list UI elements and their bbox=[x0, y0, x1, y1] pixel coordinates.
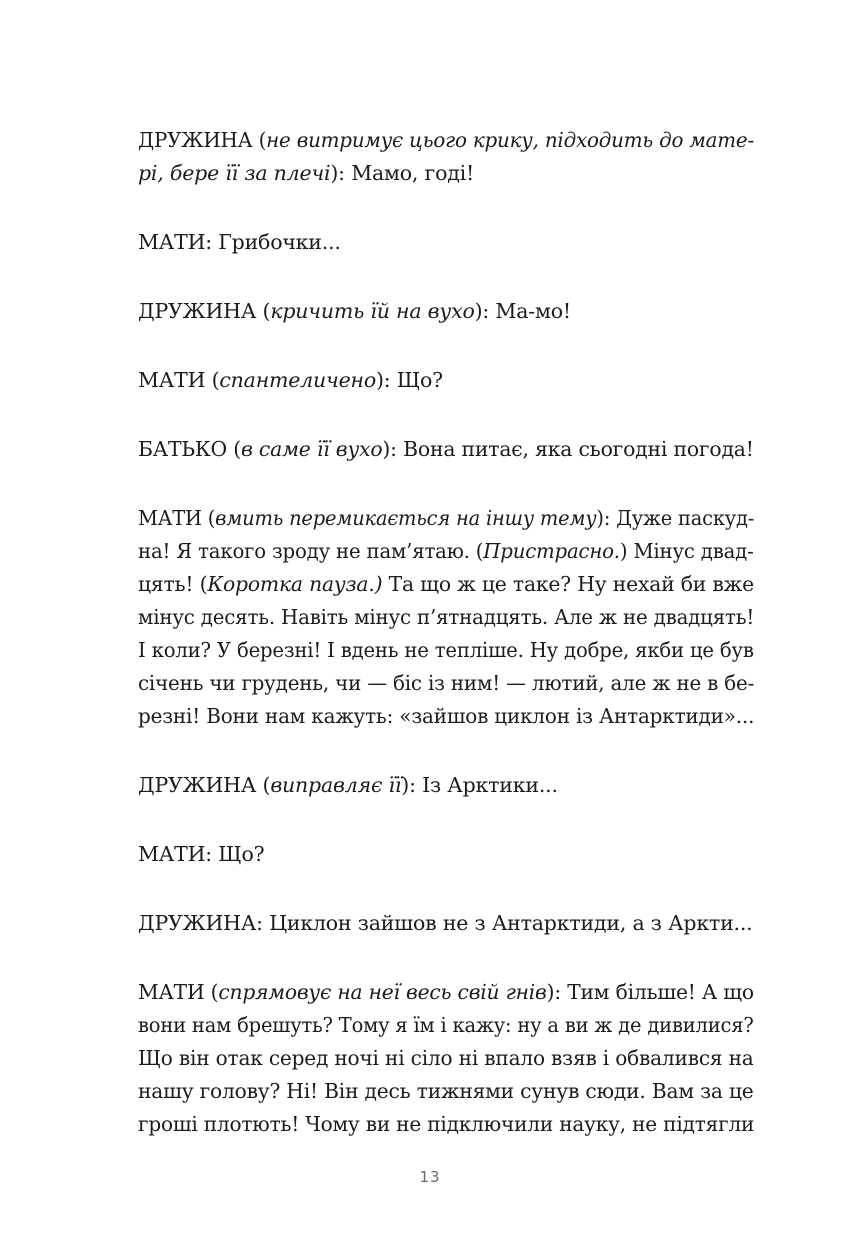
text-line bbox=[138, 601, 754, 634]
dialogue-text: на! Я такого зроду не пам’ятаю. ( bbox=[138, 539, 484, 563]
dialogue-paragraph bbox=[138, 976, 754, 1141]
stage-direction: в саме її вухо bbox=[240, 437, 383, 461]
page-number: 13 bbox=[419, 1168, 441, 1186]
dialogue-text: ): Із Арктики... bbox=[401, 773, 558, 797]
dialogue-paragraph bbox=[138, 433, 754, 466]
dialogue-text: січень чи грудень, чи — біс із ним! — лютий, але ж не в бе- bbox=[138, 671, 755, 695]
dialogue-text: вони нам брешуть? Тому я їм і кажу: ну а ви ж де дивилися? bbox=[138, 1013, 754, 1037]
dialogue-text: І коли? У березні! І вдень не тепліше. Ну добре, якби це був bbox=[138, 638, 754, 662]
text-line bbox=[138, 364, 754, 397]
text-line bbox=[138, 667, 754, 700]
text-line bbox=[138, 502, 754, 535]
dialogue-paragraph bbox=[138, 226, 754, 259]
stage-direction: спрямовує на неї весь свій гнів bbox=[218, 980, 547, 1004]
text-line bbox=[138, 1108, 754, 1141]
dialogue-text: ): Ма-мо! bbox=[474, 299, 571, 323]
dialogue-paragraph bbox=[138, 502, 754, 733]
dialogue-text: цять! ( bbox=[138, 572, 208, 596]
text-line bbox=[138, 535, 754, 568]
dialogue-text: БАТЬКО ( bbox=[138, 437, 241, 461]
dialogue-text: ДРУЖИНА ( bbox=[138, 773, 271, 797]
text-line bbox=[138, 1042, 754, 1075]
text-line bbox=[138, 433, 754, 466]
dialogue-text: ): Вона питає, яка сьогодні погода! bbox=[382, 437, 754, 461]
stage-direction: Пристрасно. bbox=[483, 539, 620, 563]
text-line bbox=[138, 1075, 754, 1108]
dialogue-text: МАТИ ( bbox=[138, 506, 216, 530]
dialogue-text: МАТИ: Грибочки... bbox=[138, 230, 341, 254]
text-line bbox=[138, 157, 754, 190]
dialogue-text: МАТИ ( bbox=[138, 980, 219, 1004]
dialogue-paragraph bbox=[138, 907, 754, 940]
dialogue-paragraph bbox=[138, 124, 754, 190]
dialogue-text: нашу голову? Ні! Він десь тижнями сунув сюди. Вам за це bbox=[138, 1079, 754, 1103]
dialogue-text: ): Мамо, годі! bbox=[330, 161, 475, 185]
text-line bbox=[138, 907, 754, 940]
stage-direction: кричить їй на вухо bbox=[270, 299, 475, 323]
stage-direction: вмить перемикається на іншу тему bbox=[215, 506, 597, 530]
dialogue-paragraph bbox=[138, 364, 754, 397]
stage-direction: не витримує цього крику, підходить до мате- bbox=[266, 128, 754, 152]
dialogue-text: МАТИ ( bbox=[138, 368, 220, 392]
dialogue-text: мінус десять. Навіть мінус п’ятнадцять. Але ж не двадцять! bbox=[138, 605, 755, 629]
stage-direction: виправляє її bbox=[270, 773, 402, 797]
dialogue-text: ): Тим більше! А що bbox=[546, 980, 754, 1004]
dialogue-text: Та що ж це таке? Ну нехай би вже bbox=[382, 572, 755, 596]
text-line bbox=[138, 838, 754, 871]
dialogue-text: МАТИ: Що? bbox=[138, 842, 265, 866]
text-line bbox=[138, 769, 754, 802]
dialogue-text: ): Що? bbox=[375, 368, 443, 392]
stage-direction: Коротка пауза.) bbox=[207, 572, 383, 596]
text-line bbox=[138, 226, 754, 259]
text-line bbox=[138, 976, 754, 1009]
text-line bbox=[138, 568, 754, 601]
dialogue-text: ДРУЖИНА ( bbox=[138, 299, 271, 323]
dialogue-text: ): Дуже паскуд- bbox=[596, 506, 755, 530]
dialogue-text: резні! Вони нам кажуть: «зайшов циклон із Антарктиди»... bbox=[138, 704, 755, 728]
stage-direction: спантеличено bbox=[219, 368, 376, 392]
dialogue-paragraph bbox=[138, 769, 754, 802]
dialogue-paragraph bbox=[138, 838, 754, 871]
dialogue-paragraph bbox=[138, 295, 754, 328]
text-line bbox=[138, 634, 754, 667]
text-line bbox=[138, 700, 754, 733]
dialogue-text: ) Мінус двад- bbox=[619, 539, 754, 563]
text-line bbox=[138, 295, 754, 328]
dialogue-text: ДРУЖИНА ( bbox=[138, 128, 267, 152]
page-body bbox=[138, 124, 754, 1177]
dialogue-text: ДРУЖИНА: Циклон зайшов не з Антарктиди, а з Аркти... bbox=[138, 911, 753, 935]
text-line bbox=[138, 124, 754, 157]
dialogue-text: гроші плотють! Чому ви не підключили науку, не підтягли bbox=[138, 1112, 755, 1136]
stage-direction: рі, бере її за плечі bbox=[138, 161, 331, 185]
text-line bbox=[138, 1009, 754, 1042]
dialogue-text: Що він отак серед ночі ні сіло ні впало взяв і обвалився на bbox=[138, 1046, 754, 1070]
